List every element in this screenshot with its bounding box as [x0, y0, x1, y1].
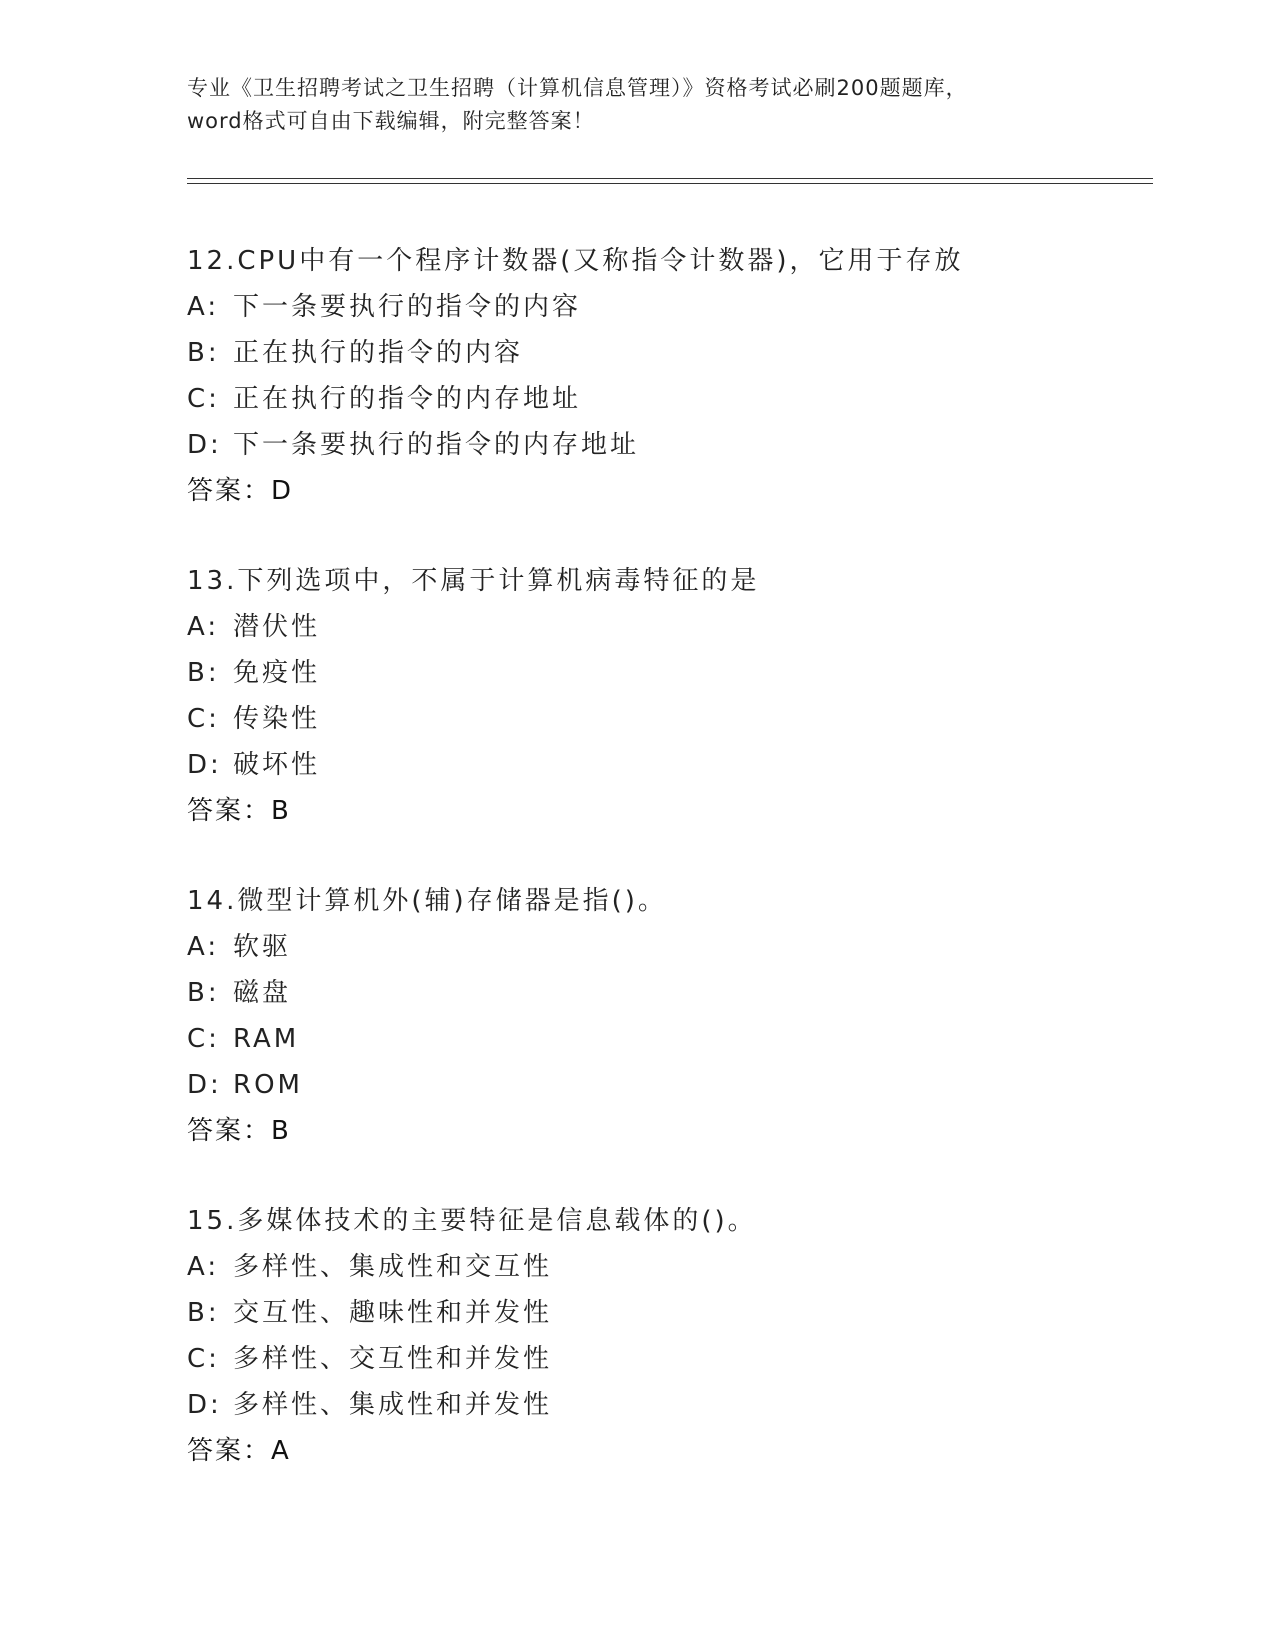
option-text: 下一条要执行的指令的内存地址: [233, 430, 640, 460]
option-text: 正在执行的指令的内存地址: [233, 384, 582, 414]
option-c: [187, 1336, 1147, 1382]
option-label: C:: [187, 384, 220, 414]
header-divider-bottom: [187, 183, 1153, 184]
option-a: [187, 604, 1147, 650]
header-divider-top: [187, 178, 1153, 179]
option-text: 磁盘: [233, 978, 292, 1008]
option-text: 多样性、交互性和并发性: [233, 1344, 553, 1374]
option-text: 软驱: [233, 932, 292, 962]
option-b: [187, 970, 1147, 1016]
option-a: [187, 284, 1147, 330]
option-d: [187, 742, 1147, 788]
question-stem: 12.CPU中有一个程序计数器(又称指令计数器)，它用于存放: [187, 246, 964, 276]
header-line-2: word格式可自由下载编辑，附完整答案！: [187, 109, 595, 133]
option-text: RAM: [233, 1024, 300, 1054]
option-label: C:: [187, 704, 220, 734]
question-block: [187, 1198, 1147, 1474]
answer-line: 答案：D: [187, 476, 294, 506]
option-c: [187, 376, 1147, 422]
option-label: D:: [187, 1390, 222, 1420]
answer-line: 答案：B: [187, 796, 291, 826]
option-text: 正在执行的指令的内容: [233, 338, 524, 368]
option-c: [187, 1016, 1147, 1062]
document-header: [187, 72, 1087, 138]
option-label: B:: [187, 338, 220, 368]
option-d: [187, 1062, 1147, 1108]
option-text: 多样性、集成性和交互性: [233, 1252, 553, 1282]
option-label: A:: [187, 612, 220, 642]
option-label: B:: [187, 978, 220, 1008]
option-label: A:: [187, 1252, 220, 1282]
option-label: D:: [187, 430, 222, 460]
option-text: 多样性、集成性和并发性: [233, 1390, 553, 1420]
option-b: [187, 650, 1147, 696]
option-label: D:: [187, 1070, 222, 1100]
option-label: C:: [187, 1344, 220, 1374]
question-stem: 14.微型计算机外(辅)存储器是指()。: [187, 886, 667, 916]
answer-line: 答案：A: [187, 1436, 291, 1466]
option-label: A:: [187, 292, 220, 322]
option-label: C:: [187, 1024, 220, 1054]
option-text: 下一条要执行的指令的内容: [233, 292, 582, 322]
option-d: [187, 422, 1147, 468]
option-text: 交互性、趣味性和并发性: [233, 1298, 553, 1328]
option-a: [187, 1244, 1147, 1290]
option-text: 免疫性: [233, 658, 321, 688]
option-label: B:: [187, 1298, 220, 1328]
option-label: A:: [187, 932, 220, 962]
option-label: B:: [187, 658, 220, 688]
question-block: [187, 878, 1147, 1154]
question-block: [187, 238, 1147, 514]
option-b: [187, 330, 1147, 376]
question-block: [187, 558, 1147, 834]
option-text: 传染性: [233, 704, 321, 734]
option-text: ROM: [233, 1070, 303, 1100]
question-stem: 13.下列选项中，不属于计算机病毒特征的是: [187, 566, 760, 596]
option-label: D:: [187, 750, 222, 780]
option-d: [187, 1382, 1147, 1428]
option-c: [187, 696, 1147, 742]
option-b: [187, 1290, 1147, 1336]
option-text: 潜伏性: [233, 612, 321, 642]
question-stem: 15.多媒体技术的主要特征是信息载体的()。: [187, 1206, 757, 1236]
header-line-1: 专业《卫生招聘考试之卫生招聘（计算机信息管理）》资格考试必刷200题题库，: [187, 76, 968, 100]
answer-line: 答案：B: [187, 1116, 291, 1146]
option-text: 破坏性: [233, 750, 321, 780]
option-a: [187, 924, 1147, 970]
